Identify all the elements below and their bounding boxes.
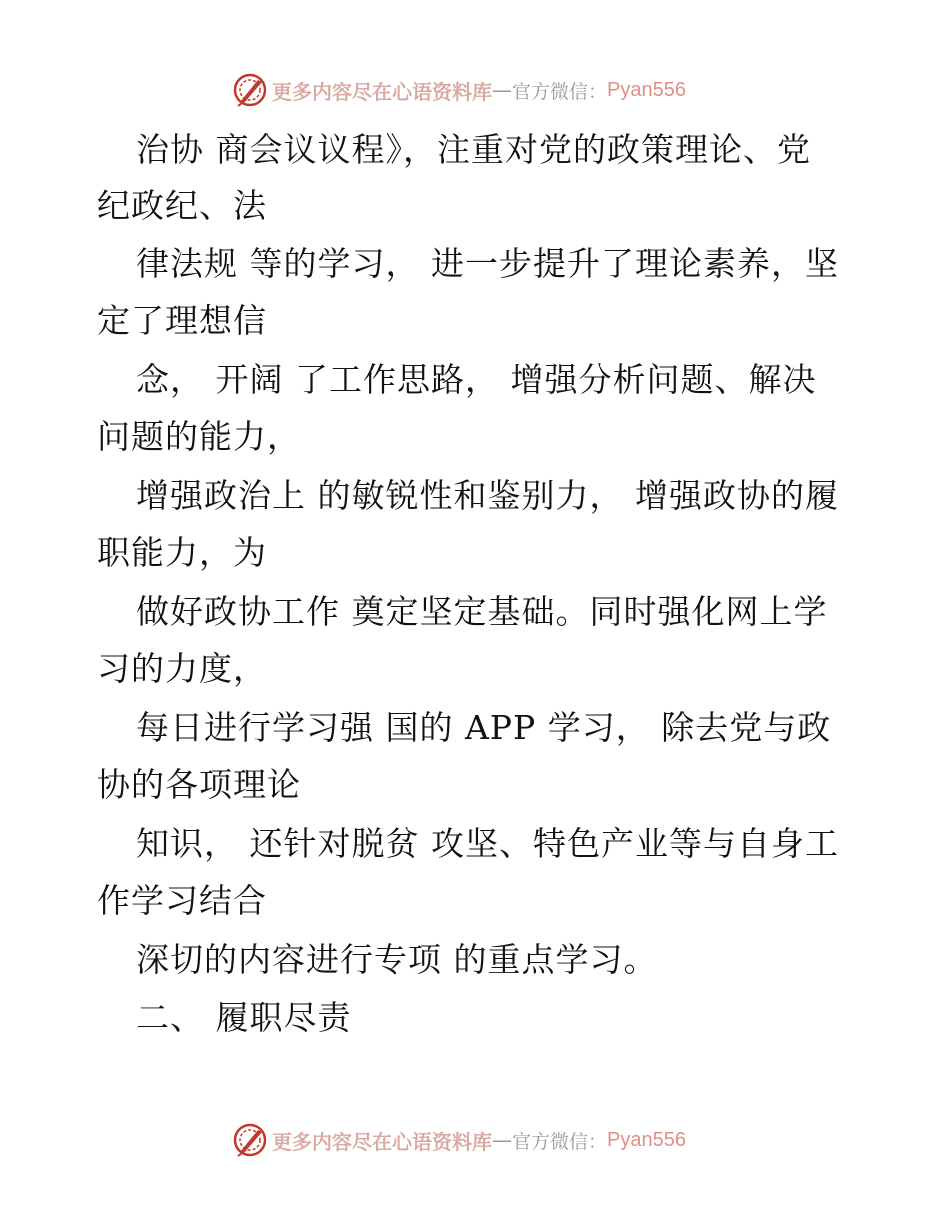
text-line: 每日进行学习强 国的 APP 学习， 除去党与政 [136,708,832,747]
text-line: 纪政纪、法 [97,186,267,225]
text-line: 问题的能力， [97,417,301,456]
text-line: 律法规 等的学习， 进一步提升了理论素养，坚 [136,244,839,283]
watermark-main-text: 更多内容尽在心语资料库 [272,1129,492,1154]
text-line: 定了理想信 [97,301,267,340]
quill-pen-logo-icon [232,72,268,108]
watermark-wechat-id: Pyan556 [607,1128,686,1151]
text-line: 深切的内容进行专项 的重点学习。 [136,940,658,979]
watermark-separator: — [492,78,512,102]
text-line: 习的力度， [97,649,267,688]
text-line: 协的各项理论 [97,765,301,804]
watermark-label: 官方微信： [512,80,608,103]
text-line: 治协 商会议议程》，注重对党的政策理论、党 [136,130,811,169]
watermark-label: 官方微信： [512,1130,608,1153]
header-watermark [232,70,686,110]
text-line: 职能力，为 [97,533,267,572]
text-line: 念， 开阔 了工作思路， 增强分析问题、解决 [136,360,817,399]
footer-watermark [232,1120,686,1160]
text-line: 作学习结合 [97,881,267,920]
watermark-wechat-id: Pyan556 [607,78,686,101]
text-line: 做好政协工作 奠定坚定基础。同时强化网上学 [136,592,828,631]
text-line: 增强政治上 的敏锐性和鉴别力， 增强政协的履 [136,476,839,515]
watermark-main-text: 更多内容尽在心语资料库 [272,79,492,104]
quill-pen-logo-icon [232,1122,268,1158]
watermark-separator: — [492,1128,512,1152]
text-line: 知识， 还针对脱贫 攻坚、特色产业等与自身工 [136,824,839,863]
section-heading: 二、 履职尽责 [136,998,352,1037]
